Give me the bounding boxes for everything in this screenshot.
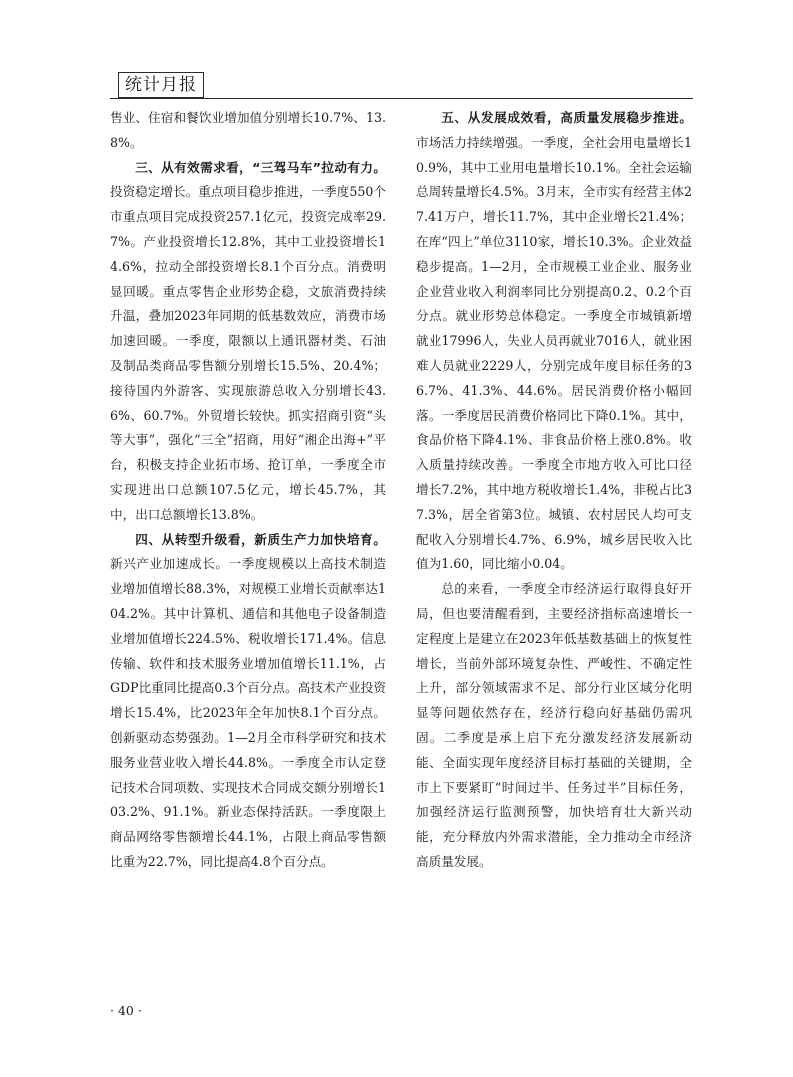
paragraph-continuation: 售业、住宿和餐饮业增加值分别增长10.7%、13.8%。 <box>110 110 386 150</box>
page-number: · 40 · <box>110 1003 142 1018</box>
paragraph-section-three <box>110 156 386 528</box>
section-five-heading: 五、从发展成效看，高质量发展稳步推进。 <box>441 110 692 125</box>
section-five-body: 市场活力持续增强。一季度，全社会用电量增长10.9%，其中工业用电量增长10.1%。全社会运输总周转量增长4.5%。3月末，全市实有经营主体27.41万户，增长11.7%，其中企业增长21.4%；在库“四上”单位3110家，增长10.3%。企业效益稳步提高。1—2月，全市规模工业企业、服务业企业营业收入利润率同比分别提高0.2、0.2个百分点。就业形势总体稳定。一季度全市城镇新增就业17996人，失业人员再就业7016人，就业困难人员就业2229人，分别完成年度目标任务的36.7%、41.3%、44.6%。居民消费价格小幅回落。一季度居民消费价格同比下降0.1%。其中，食品价格下降4.1%、非食品价格上涨0.8%。收入质量持续改善。一季度全市地方收入可比口径增长7.2%，其中地方税收增长1.4%，非税占比37.3%，居全省第3位。城镇、农村居民人均可支配收入分别增长4.7%、6.9%，城乡居民收入比值为1.60，同比缩小0.04。 <box>416 134 692 572</box>
section-three-heading: 三、从有效需求看，“三驾马车”拉动有力。 <box>135 159 386 175</box>
section-four-heading: 四、从转型升级看，新质生产力加快培育。 <box>135 531 386 547</box>
paragraph-section-five <box>416 106 692 577</box>
journal-title: 统计月报 <box>118 72 204 98</box>
paragraph-summary: 总的来看，一季度全市经济运行取得良好开局，但也要清醒看到，主要经济指标高速增长一定程度上是建立在2023年低基数基础上的恢复性增长，当前外部环境复杂性、严峻性、不确定性上升，部分领域需求不足、部分行业区域分化明显等问题依然存在，经济行稳向好基础仍需巩固。二季度是承上启下充分激发经济发展新动能、全面实现年度经济目标打基础的关键期，全市上下要紧盯“时间过半、任务过半”目标任务，加强经济运行监测预警，加快培育壮大新兴动能，充分释放内外需求潜能，全力推动全市经济高质量发展。 <box>416 581 692 869</box>
section-four-body: 新兴产业加速成长。一季度规模以上高技术制造业增加值增长88.3%，对规模工业增长贡献率达104.2%。其中计算机、通信和其他电子设备制造业增加值增长224.5%、税收增长171.4%。信息传输、软件和技术服务业增加值增长11.1%，占GDP比重同比提高0.3个百分点。高技术产业投资增长15.4%，比2023年全年加快8.1个百分点。创新驱动态势强劲。1—2月全市科学研究和技术服务业营业收入增长44.8%。一季度全市认定登记技术合同项数、实现技术合同成交额分别增长103.2%、91.1%。新业态保持活跃。一季度限上商品网络零售额增长44.1%，占限上商品零售额比重为22.7%，同比提高4.8个百分点。 <box>110 556 386 869</box>
paragraph-section-four <box>110 528 386 875</box>
left-column <box>110 106 386 875</box>
section-three-body: 投资稳定增长。重点项目稳步推进，一季度550个市重点项目完成投资257.1亿元，投资完成率29.7%。产业投资增长12.8%，其中工业投资增长14.6%，拉动全部投资增长8.1个百分点。消费明显回暖。重点零售企业形势企稳，文旅消费持续升温，叠加2023年同期的低基数效应，消费市场加速回暖。一季度，限额以上通讯器材类、石油及制品类商品零售额分别增长15.5%、20.4%；接待国内外游客、实现旅游总收入分别增长43.6%、60.7%。外贸增长较快。抓实招商引资“头等大事”，强化“三全”招商，用好“湘企出海+”平台，积极支持企业拓市场、抢订单，一季度全市实现进出口总额107.5亿元，增长45.7%，其中，出口总额增长13.8%。 <box>110 184 386 522</box>
header-rule <box>110 98 693 99</box>
right-column <box>416 106 692 875</box>
